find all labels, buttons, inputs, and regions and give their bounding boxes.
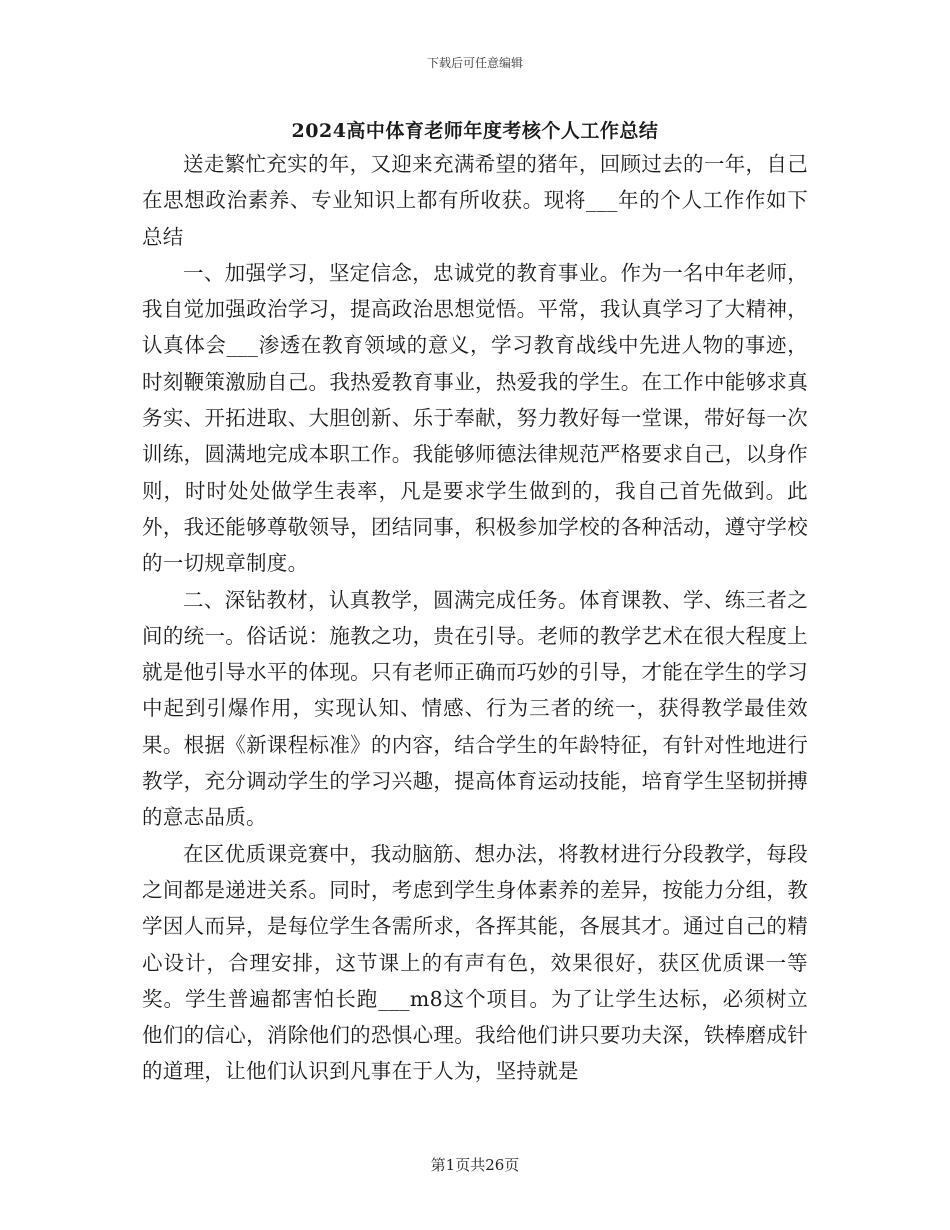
paragraph-intro: 送走繁忙充实的年，又迎来充满希望的猪年，回顾过去的一年，自己在思想政治素养、专业知识上都有所收获。现将___年的个人工作作如下总结 bbox=[142, 152, 808, 249]
page-header-note: 下载后可任意编辑 bbox=[426, 56, 523, 70]
paragraph-section-2-continued: 在区优质课竞赛中，我动脑筋、想办法，将教材进行分段教学，每段之间都是递进关系。同时，考虑到学生身体素养的差异，按能力分组，教学因人而异，是每位学生各需所求，各挥其能，各展其才。通过自己的精心设计，合理安排，这节课上的有声有色，效果很好，获区优质课一等奖。学生普遍都害怕长跑___m8这个项目。为了让学生达标，必须树立他们的信心，消除他们的恐惧心理。我给他们讲只要功夫深，铁棒磨成针的道理，让他们认识到凡事在于人为，坚持就是 bbox=[142, 841, 808, 1084]
document-title: 2024高中体育老师年度考核个人工作总结 bbox=[291, 120, 659, 142]
paragraph-section-2: 二、深钻教材，认真教学，圆满完成任务。体育课教、学、练三者之间的统一。俗话说：施教之功，贵在引导。老师的教学艺术在很大程度上就是他引导水平的体现。只有老师正确而巧妙的引导，才能在学生的学习中起到引爆作用，实现认知、情感、行为三者的统一，获得教学最佳效果。根据《新课程标准》的内容，结合学生的年龄特征，有针对性地进行教学，充分调动学生的学习兴趣，提高体育运动技能，培育学生坚韧拼搏的意志品质。 bbox=[142, 587, 808, 830]
paragraph-section-1: 一、加强学习，坚定信念，忠诚党的教育事业。作为一名中年老师，我自觉加强政治学习，提高政治思想觉悟。平常，我认真学习了大精神，认真体会___渗透在教育领域的意义，学习教育战线中先进人物的事迹，时刻鞭策激励自己。我热爱教育事业，热爱我的学生。在工作中能够求真务实、开拓进取、大胆创新、乐于奉献，努力教好每一堂课，带好每一次训练，圆满地完成本职工作。我能够师德法律规范严格要求自己，以身作则，时时处处做学生表率，凡是要求学生做到的，我自己首先做到。此外，我还能够尊敬领导，团结同事，积极参加学校的各种活动，遵守学校的一切规章制度。 bbox=[142, 260, 808, 576]
document-body bbox=[142, 146, 808, 1090]
page-number-footer: 第1页共26页 bbox=[430, 1156, 520, 1174]
